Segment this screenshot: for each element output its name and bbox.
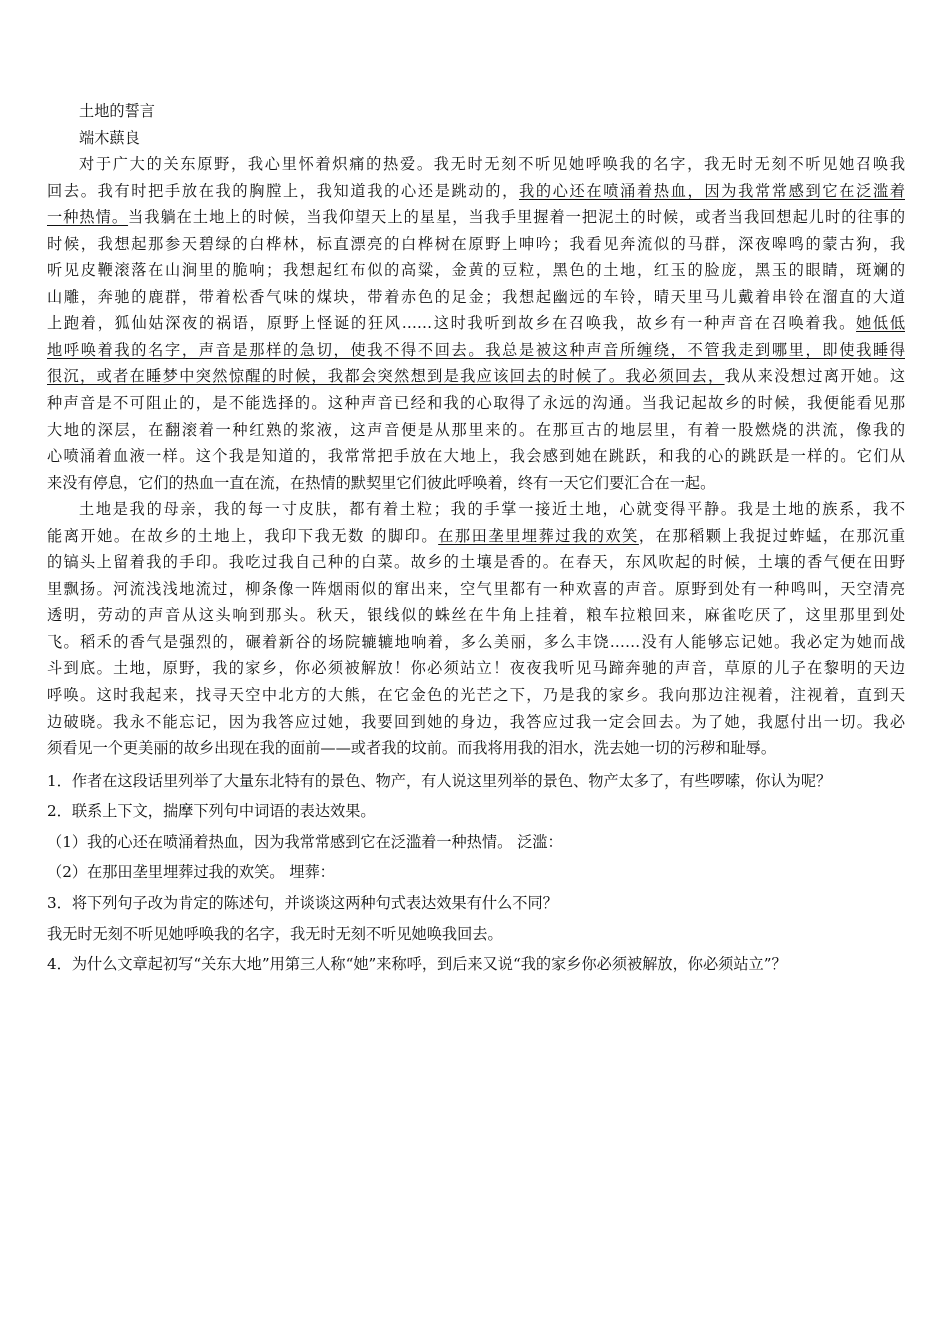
paragraph-1 xyxy=(47,151,905,496)
text-line: 透明，劳动的声音从这头响到那头。秋天，银线似的蛛丝在牛角上挂着，粮车拉粮回来，麻雀吃厌了，这里那里到处 xyxy=(47,606,905,625)
underlined-line: 地呼唤着我的名字，声音是那样的急切，使我不得不回去。我总是被这种声音所缠绕，不管我走到哪里，即使我睡得 xyxy=(47,340,905,359)
underlined-sentence: 我的心还在喷涌着热血，因为我常常感到它在泛滥着 xyxy=(518,181,905,200)
underlined-sentence: 她低低 xyxy=(856,314,905,333)
paragraph-2 xyxy=(47,496,905,761)
underlined-sentence: 很沉，或者在睡梦中突然惊醒的时候，我都会突然想到是我应该回去的时候了。我必须回去， xyxy=(47,367,725,386)
text-line: 听见皮鞭滚落在山涧里的脆响；我想起红布似的高粱，金黄的豆粒，黑色的土地，红玉的脸庞，黑玉的眼睛，斑斓的 xyxy=(47,261,905,280)
text-line: 山雕，奔驰的鹿群，带着松香气味的煤块，带着赤色的足金；我想起幽远的车铃，晴天里马儿戴着串铃在溜直的大道 xyxy=(47,287,905,306)
question-4: 4．为什么文章起初写“关东大地”用第三人称“她”来称呼，到后来又说“我的家乡你必须被解放，你必须站立”？ xyxy=(47,955,787,974)
text-line: 的镐头上留着我的手印。我吃过我自己种的白菜。故乡的土壤是香的。在春天，东风吹起的时候，土壤的香气便在田野 xyxy=(47,553,905,572)
text-line: 呼唤。这时我起来，找寻天空中北方的大熊，在它金色的光芒之下，乃是我的家乡。我向那边注视着，注视着，直到天 xyxy=(47,686,905,705)
underlined-sentence: 在那田垄里埋葬过我的欢笑 xyxy=(438,526,639,545)
text-line: 土地是我的母亲，我的每一寸皮肤，都有着土粒；我的手掌一接近土地，心就变得平静。我是土地的族系，我不 xyxy=(79,500,905,519)
text-line: 飞。稻禾的香气是强烈的，碾着新谷的场院辘辘地响着，多么美丽，多么丰饶……没有人能够忘记她。我必定为她而战 xyxy=(47,632,905,651)
text-line: 回去。我有时把手放在我的胸膛上，我知道我的心还是跳动的，我的心还在喷涌着热血，因为我常常感到它在泛滥着 xyxy=(47,181,905,200)
text-line: 来没有停息，它们的热血一直在流，在热情的默契里它们彼此呼唤着，终有一天它们要汇合在一起。 xyxy=(47,473,716,492)
text-line: 时候，我想起那参天碧绿的白桦林，标直漂亮的白桦树在原野上呻吟；我看见奔流似的马群，深夜嗥鸣的蒙古狗，我 xyxy=(47,234,905,253)
document-page xyxy=(47,98,905,980)
question-3-sentence: 我无时无刻不听见她呼唤我的名字，我无时无刻不听见她唤我回去。 xyxy=(47,924,503,943)
text-line: 种声音是不可阻止的，是不能选择的。这种声音已经和我的心取得了永远的沟通。当我记起故乡的时候，我便能看见那 xyxy=(47,394,905,413)
questions-section xyxy=(47,766,905,980)
question-2-item-2: （2）在那田垄里埋葬过我的欢笑。 埋葬： xyxy=(47,863,335,882)
essay-title: 土地的誓言 xyxy=(79,102,155,120)
text-line: 边破晓。我永不能忘记，因为我答应过她，我要回到她的身边，我答应过我一定会回去。为了她，我愿付出一切。我必 xyxy=(47,712,905,731)
text-line: 里飘扬。河流浅浅地流过，柳条像一阵烟雨似的窜出来，空气里都有一种欢喜的声音。原野到处有一种鸣叫，天空清亮 xyxy=(47,579,905,598)
text-line: 大地的深层，在翻滚着一种红熟的浆液，这声音便是从那里来的。在那亘古的地层里，有着一股燃烧的洪流，像我的 xyxy=(47,420,905,439)
text-line: 上跑着，狐仙姑深夜的祸语，原野上怪诞的狂风……这时我听到故乡在召唤我，故乡有一种声音在召唤着我。她低低 xyxy=(47,314,905,333)
text-line: 很沉，或者在睡梦中突然惊醒的时候，我都会突然想到是我应该回去的时候了。我必须回去，我从来没想过离开她。这 xyxy=(47,367,905,386)
text-line: 心喷涌着血液一样。这个我是知道的，我常常把手放在大地上，我会感到她在跳跃，和我的心的跳跃是一样的。它们从 xyxy=(47,447,905,466)
text-line: 能离开她。在故乡的土地上，我印下我无数 的脚印。在那田垄里埋葬过我的欢笑，在那稻颗上我捉过蚱蜢，在那沉重 xyxy=(47,526,905,545)
text-line: 须看见一个更美丽的故乡出现在我的面前——或者我的坟前。而我将用我的泪水，洗去她一切的污秽和耻辱。 xyxy=(47,739,776,758)
essay-author: 端木蕻良 xyxy=(79,128,140,147)
question-2: 2．联系上下文，揣摩下列句中词语的表达效果。 xyxy=(47,802,376,821)
question-2-item-1: （1）我的心还在喷涌着热血，因为我常常感到它在泛滥着一种热情。 泛滥： xyxy=(47,832,563,851)
text-line: 斗到底。土地，原野，我的家乡，你必须被解放！你必须站立！夜夜我听见马蹄奔驰的声音，草原的儿子在黎明的天边 xyxy=(47,659,905,678)
question-1: 1．作者在这段话里列举了大量东北特有的景色、物产，有人说这里列举的景色、物产太多了，有些啰嗦，你认为呢？ xyxy=(47,771,832,790)
underlined-sentence: 一种热情。 xyxy=(47,208,129,227)
text-line: 对于广大的关东原野，我心里怀着炽痛的热爱。我无时无刻不听见她呼唤我的名字，我无时无刻不听见她召唤我 xyxy=(79,155,905,174)
text-line: 一种热情。当我躺在土地上的时候，当我仰望天上的星星，当我手里握着一把泥土的时候，或者当我回想起儿时的往事的 xyxy=(47,208,905,227)
question-3: 3．将下列句子改为肯定的陈述句，并谈谈这两种句式表达效果有什么不同？ xyxy=(47,894,558,913)
